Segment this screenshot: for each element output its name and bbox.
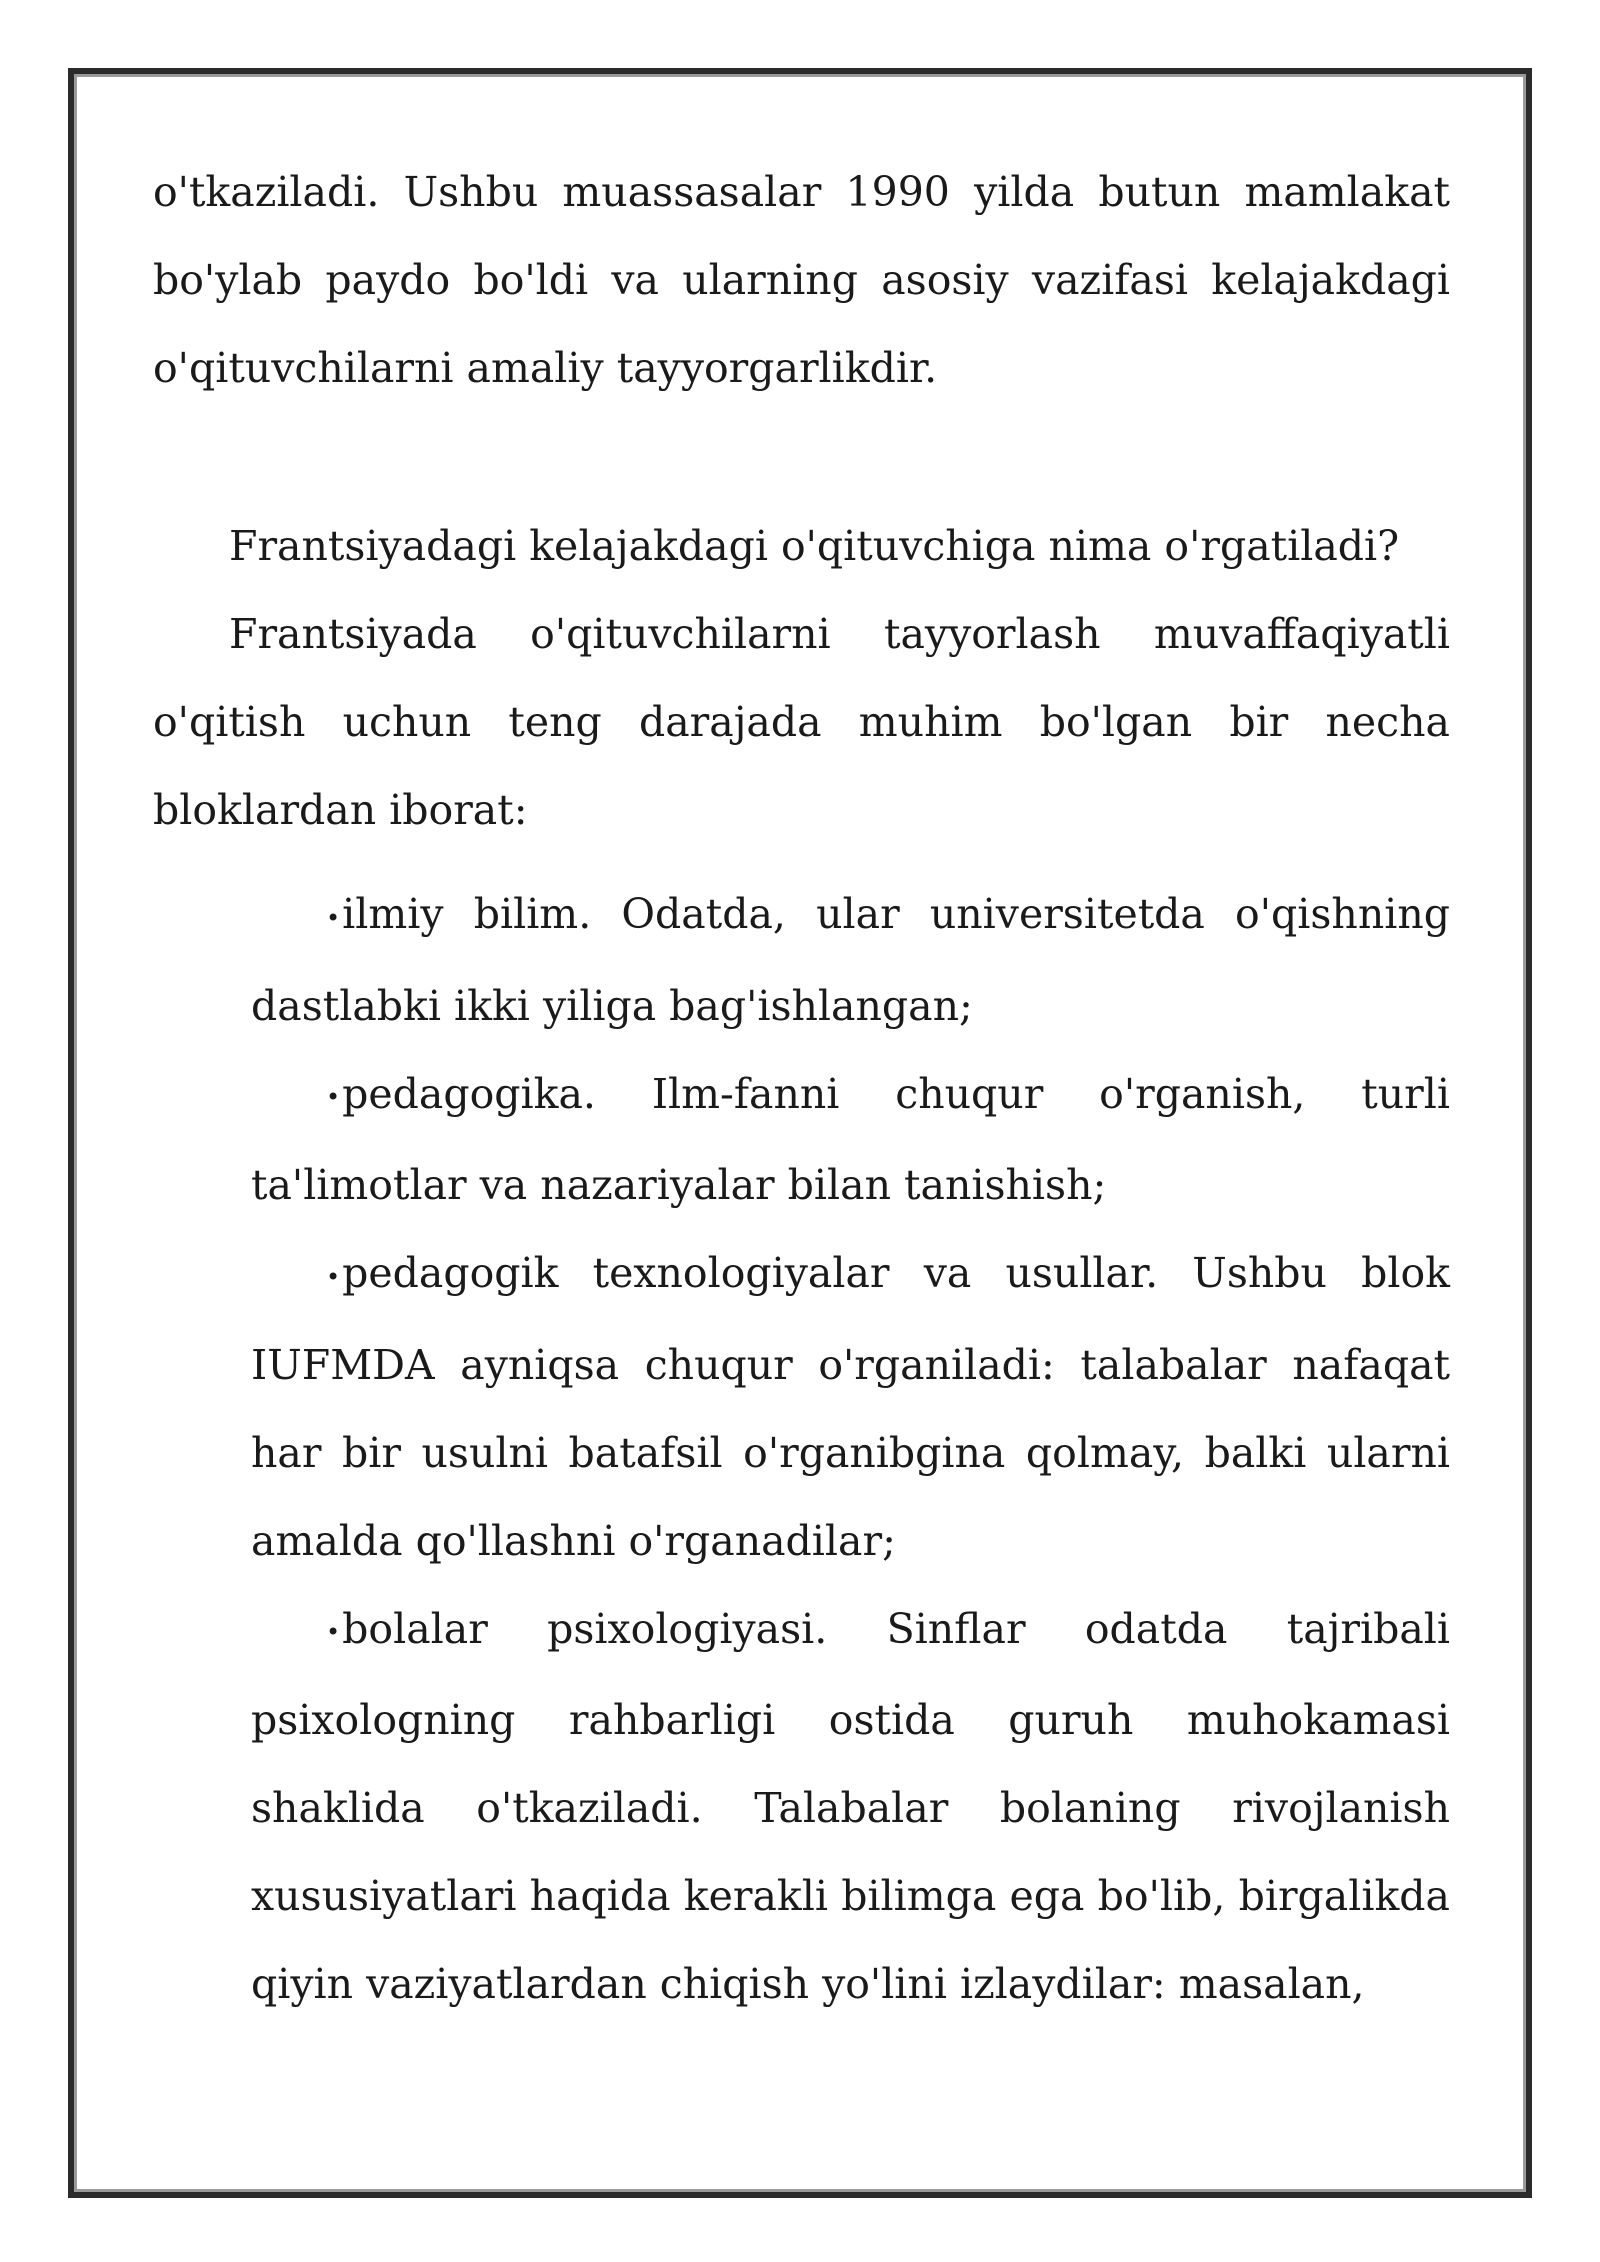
list-item-text: ilmiy bilim. Odatda, ular universitetda o'qishning dastlabki ikki yiliga bag'ishlangan; [251,890,1450,1030]
bullet-list [251,870,1450,2028]
bullet-icon: • [326,903,341,932]
intro-paragraph: Frantsiyada o'qituvchilarni tayyorlash muvaffaqiyatli o'qitish uchun teng darajada muhim bo'lgan bir necha bloklardan iborat: [153,610,1450,834]
spacer [153,412,1450,502]
list-item [251,1229,1450,1585]
list-item-text: bolalar psixologiyasi. Sinflar odatda tajribali psixologning rahbarligi ostida guruh muhokamasi shaklida o'tkaziladi. Talabalar bolaning rivojlanish xususiyatlari haqida kerakli bilimga ega bo'lib, birgalikda qiyin vaziyatlardan chiqish yo'lini izlaydilar: masalan, [251,1604,1450,2008]
opening-paragraph: o'tkaziladi. Ushbu muassasalar 1990 yilda butun mamlakat bo'ylab paydo bo'ldi va ularning asosiy vazifasi kelajakdagi o'qituvchilarni amaliy tayyorgarlikdir. [153,168,1450,392]
list-item [251,1050,1450,1230]
bullet-icon: • [326,1083,341,1111]
bullet-icon: • [326,1618,341,1646]
bullet-icon: • [326,1262,341,1291]
list-item [251,1585,1450,2029]
list-item-text: pedagogik texnologiyalar va usullar. Ushbu blok IUFMDA ayniqsa chuqur o'rganiladi: talabalar nafaqat har bir usulni batafsil o'rganibgina qolmay, balki ularni amalda qo'llashni o'rganadilar; [251,1249,1450,1565]
document-body [153,148,1450,2028]
section-heading: Frantsiyadagi kelajakdagi o'qituvchiga nima o'rgatiladi? [229,522,1400,570]
list-item-text: pedagogika. Ilm-fanni chuqur o'rganish, turli ta'limotlar va nazariyalar bilan tanishish; [251,1069,1450,1209]
list-item [251,870,1450,1050]
